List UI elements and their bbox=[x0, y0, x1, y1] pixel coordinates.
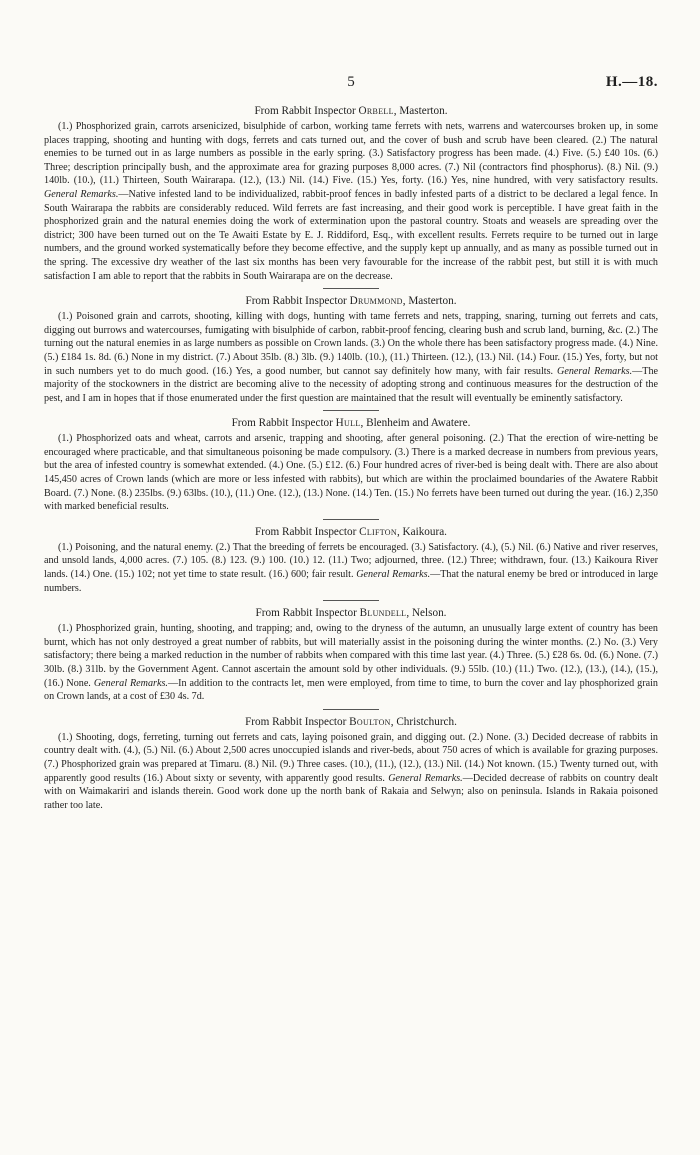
inspector-place: , Kaikoura. bbox=[396, 525, 447, 538]
report-heading bbox=[44, 295, 658, 307]
page-header bbox=[44, 74, 658, 94]
report-answers: (1.) Phosphorized grain, carrots arsenicized, bisulphide of carbon, working tame ferrets with nets, warrens and watercourses broken up, in some places trapping, shooting and hunting with dogs, ferrets and cats turned out, and the cover of bush and scrub have been cleared. (2.) The natural enemies to be turned out in as large numbers as possible in the early spring. (3.) Satisfactory progress has been made. (4.) Five. (5.) £40 10s. (6.) Three; description principally bush, and the approximate area for grazing purposes 8,000 acres. (7.) Nil (contractors find phosphorus). (8.) Nil. (9.) 140lb. (10.), (11.) Thirteen, South Wairarapa. (12.), (13.) Nil. (14.) Five. (15.) Yes, forty. (16.) Yes, nine hundred, with very satisfactory results. bbox=[44, 121, 658, 187]
report-clifton bbox=[44, 526, 658, 595]
inspector-place: , Nelson. bbox=[406, 607, 447, 620]
report-paragraph bbox=[44, 432, 658, 514]
page-number: 5 bbox=[347, 74, 355, 90]
inspector-name: Clifton bbox=[359, 525, 397, 538]
inspector-place: , Blenheim and Awatere. bbox=[360, 417, 471, 430]
report-answers: (1.) Shooting, dogs, ferreting, turning out ferrets and cats, laying poisoned grain, and digging out. (2.) None. (3.) Decided decrease of rabbits in country dealt with. (4.), (5.) Nil. (6.) About 2,500 acres unoccupied islands and river-beds, about 750 acres of which is available for grazing purposes. (7.) Phosphorized grain was prepared at Timaru. (8.) Nil. (9.) Three cases. (10.), (11.), (12.), (13.) Nil. (14.) Not known. (15.) Twenty turned out, with apparently good results (16.) About sixty or seventy, with apparently good results. bbox=[44, 731, 658, 784]
page-body bbox=[44, 100, 658, 816]
report-answers: (1.) Poisoning, and the natural enemy. (2.) That the breeding of ferrets be encouraged. (3.) Satisfactory. (4.), (5.) Nil. (6.) Native and river reserves, and unsold lands, 4,000 acres. (7.) 105. (8.) 123. (9.) 100. (10.) 12. (11.) Two; adjourned, three. (12.) Three; withdrawn, four. (13.) Kaikoura River lands. (14.) One. (15.) 102; not yet time to state result. (16.) 600; fair result. bbox=[44, 541, 658, 581]
report-paragraph bbox=[44, 310, 658, 405]
report-drummond bbox=[44, 295, 658, 405]
inspector-name: Drummond bbox=[349, 295, 403, 308]
remarks-label: General Remarks. bbox=[93, 677, 168, 689]
section-divider bbox=[323, 519, 379, 520]
inspector-name: Hull bbox=[335, 417, 361, 430]
remarks-label: General Remarks. bbox=[44, 188, 119, 200]
remarks-label: General Remarks. bbox=[388, 772, 463, 784]
heading-prefix: From Rabbit Inspector bbox=[255, 607, 357, 620]
heading-prefix: From Rabbit Inspector bbox=[255, 525, 357, 538]
section-divider bbox=[323, 709, 379, 710]
inspector-name: Boulton bbox=[349, 715, 391, 728]
report-paragraph bbox=[44, 731, 658, 813]
inspector-place: , Christchurch. bbox=[390, 715, 457, 728]
remarks-text: —Decided decrease of rabbits on country dealt with on Waimakariri and islands therein. Good work done up the north bank of Rakaia and Selwyn; also on peninsula. Islands in Rakaia poisoned rather too late. bbox=[44, 772, 658, 811]
inspector-place: , Masterton. bbox=[402, 295, 457, 308]
report-answers: (1.) Poisoned grain and carrots, shooting, killing with dogs, hunting with tame ferrets and nets, trapping, snaring, turning out ferrets and cats, digging out burrows and watercourses, fumigating with bisulphide of carbon, rabbit-proof fencing, clearing bush and scrub land, burning, &c. (2.) The turning out the natural enemies in as large numbers as possible on Crown lands. (3.) On the whole there has been satisfactory progress made. (4.) Nine. (5.) £184 1s. 8d. (6.) None in my district. (7.) About 35lb. (8.) 3lb. (9.) 140lb. (10.), (11.) Thirteen. (12.), (13.) Nil. (14.) Four. (15.) Yes, forty, but not in such numbers yet to do much good. (16.) Yes, a good number, but cannot say definitely how many, with fair results. bbox=[44, 311, 658, 377]
report-paragraph bbox=[44, 622, 658, 704]
report-answers: (1.) Phosphorized oats and wheat, carrots and arsenic, trapping and shooting, after general poisoning. (2.) That the erection of wire-netting be encouraged where practicable, and that simultaneous poisoning be made compulsory. (3.) There is a marked decrease in numbers from previous years, but the area of infested country is somewhat extended. (4.) One. (5.) £12. (6.) Four hundred acres of river-bed is being dealt with. There are also about 145,450 acres of Crown lands (which are more or less infested with rabbits), but which are within the proclaimed boundaries of the Awatere Rabbit Board. (7.) None. (8.) 235lbs. (9.) 63lbs. (10.), (11.) One. (12.), (13.) None. (14.) Ten. (15.) No ferrets have been turned out during the year. (16.) 2,350 with marked beneficial results. bbox=[44, 433, 658, 513]
section-divider bbox=[323, 288, 379, 289]
remarks-label: General Remarks. bbox=[356, 569, 431, 581]
report-heading bbox=[44, 716, 658, 728]
report-heading bbox=[44, 607, 658, 619]
report-paragraph bbox=[44, 541, 658, 595]
section-divider bbox=[323, 600, 379, 601]
report-heading bbox=[44, 105, 658, 117]
report-heading bbox=[44, 526, 658, 538]
heading-prefix: From Rabbit Inspector bbox=[245, 295, 347, 308]
report-hull bbox=[44, 417, 658, 514]
inspector-place: , Masterton. bbox=[393, 105, 448, 117]
section-divider bbox=[323, 410, 379, 411]
inspector-name: Blundell bbox=[359, 607, 407, 620]
report-paragraph bbox=[44, 120, 658, 283]
heading-prefix: From Rabbit Inspector bbox=[245, 715, 347, 728]
remarks-text: —Native infested land to be individualized, rabbit-proof fences in badly infested parts of a district to be declared a legal fence. In South Wairarapa the rabbits are considerably reduced. Wild ferrets are fast increasing, and their good work is perceptible. I have great faith in the phosphorized grain and the natural enemies doing the work of extermination upon the pastoral country. Stoats and weasels are spreading over the district; 300 have been turned out on the Te Awaiti Estate by E. J. Riddiford, Esq., with excellent results. Ferrets require to be turned out in large numbers, and the ground worked systematically before they become effective, and the supply kept up annually, and as many as possible turned out in the spring. The excessive dry weather of the last six months has been very favourable for the increase of the rabbit pest, but still it is with much satisfaction I am able to report that the rabbits in South Wairarapa are on the decrease. bbox=[44, 188, 658, 282]
remarks-text: —In addition to the contracts let, men were employed, from time to time, to burn the cover and lay phosphorized grain on Crown lands, at a cost of £30 4s. 7d. bbox=[44, 677, 658, 703]
report-heading bbox=[44, 417, 658, 429]
report-blundell bbox=[44, 607, 658, 704]
report-boulton bbox=[44, 716, 658, 813]
heading-prefix: From Rabbit Inspector bbox=[231, 417, 333, 430]
heading-prefix: From Rabbit Inspector bbox=[254, 105, 356, 117]
inspector-name: Orbell bbox=[358, 105, 394, 117]
remarks-text: —That the natural enemy be bred or introduced in large numbers. bbox=[44, 569, 659, 594]
remarks-text: —The majority of the stockowners in the district are becoming alive to the necessity of adopting strong and continuous measures for the destruction of the pest, and I am in hopes that if those enumerated under the first question are maintained that the result will eventually be eminently satisfactory. bbox=[44, 365, 659, 404]
report-orbell bbox=[44, 105, 658, 283]
report-answers: (1.) Phosphorized grain, hunting, shooting, and trapping; and, owing to the dryness of the autumn, an unusually large extent of country has been burnt, which has not only destroyed a great number of rabbits, but will materially assist in the poisoning during the winter months. (2.) No. (3.) Very satisfactory; there being a marked reduction in the number of rabbits when compared with this time last year. (4.) Three. (5.) £28 6s. 0d. (6.) None. (7.) 30lb. (8.) 31lb. by the Government Agent. Cannot ascertain the amount sold by other individuals. (9.) 55lb. (10.) (11.) Two. (12.), (13.), (14.), (15.), (16.) None. bbox=[44, 623, 658, 689]
remarks-label: General Remarks. bbox=[557, 365, 633, 377]
document-reference: H.—18. bbox=[605, 74, 658, 90]
